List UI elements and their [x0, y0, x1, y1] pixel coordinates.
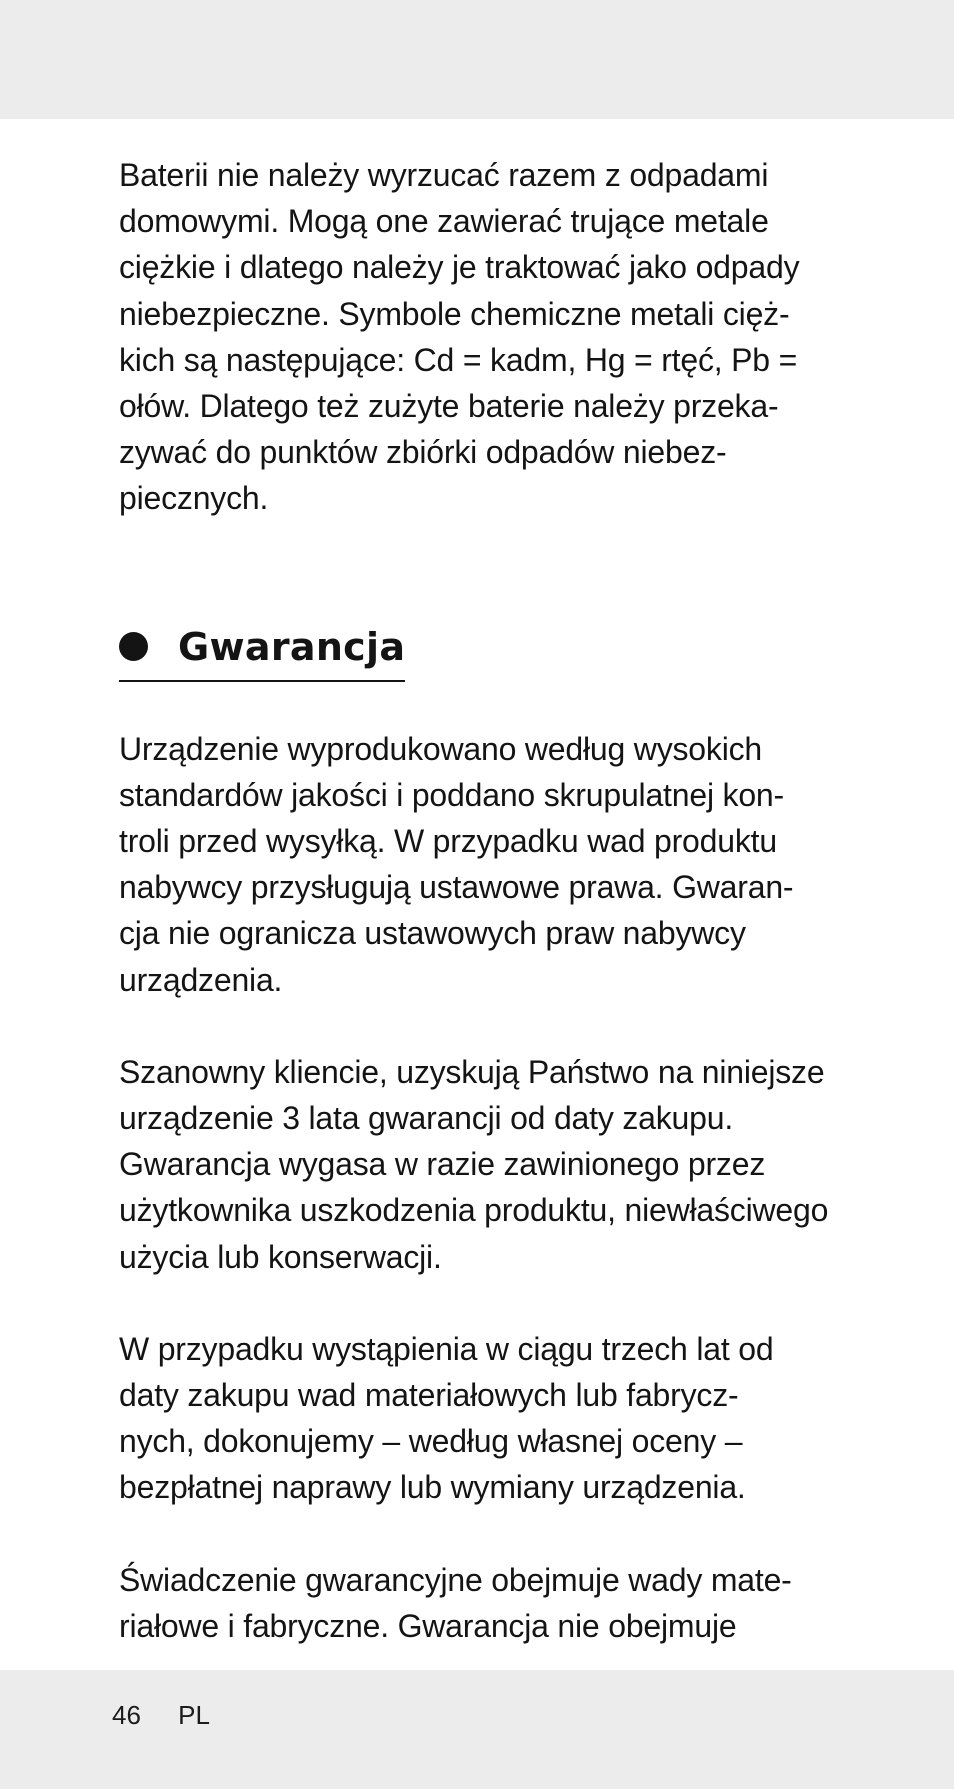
text-line: Urządzenie wyprodukowano według wysokich	[119, 730, 763, 767]
warranty-paragraph-2	[119, 1049, 849, 1280]
text-line: Szanowny kliencie, uzyskują Państwo na niniejsze	[119, 1053, 825, 1090]
text-line: daty zakupu wad materiałowych lub fabrycz-	[119, 1377, 739, 1414]
section-heading	[119, 618, 405, 682]
text-line: piecznych.	[119, 480, 269, 517]
text-line: standardów jakości i poddano skrupulatnej kon-	[119, 776, 784, 813]
page-footer	[112, 1700, 210, 1731]
language-code: PL	[178, 1700, 210, 1730]
text-line: domowymi. Mogą one zawierać trujące metale	[119, 203, 769, 240]
section-title: Gwarancja	[178, 624, 406, 669]
warranty-paragraph-1	[119, 726, 849, 1003]
text-line: riałowe i fabryczne. Gwarancja nie obejmuje	[119, 1607, 737, 1644]
text-line: ołów. Dlatego też zużyte baterie należy przeka-	[119, 388, 779, 425]
battery-disposal-paragraph	[119, 152, 849, 522]
text-line: ciężkie i dlatego należy je traktować jako odpady	[119, 249, 800, 286]
text-line: cja nie ogranicza ustawowych praw nabywcy	[119, 915, 746, 952]
text-line: Świadczenie gwarancyjne obejmuje wady mate-	[119, 1561, 792, 1598]
text-line: nych, dokonujemy – według własnej oceny –	[119, 1423, 743, 1460]
text-line: W przypadku wystąpienia w ciągu trzech lat od	[119, 1330, 774, 1367]
text-line: użytkownika uszkodzenia produktu, niewłaściwego	[119, 1192, 829, 1229]
warranty-paragraph-3	[119, 1326, 849, 1511]
text-line: urządzenia.	[119, 961, 283, 998]
text-line: urządzenie 3 lata gwarancji od daty zakupu.	[119, 1100, 734, 1137]
page-number: 46	[112, 1700, 141, 1730]
text-line: Baterii nie należy wyrzucać razem z odpadami	[119, 157, 769, 193]
text-line: kich są następujące: Cd = kadm, Hg = rtęć, Pb =	[119, 341, 798, 378]
text-line: nabywcy przysługują ustawowe prawa. Gwaran-	[119, 869, 794, 906]
top-margin-band	[0, 0, 954, 119]
warranty-paragraph-4	[119, 1557, 849, 1649]
page-content	[119, 152, 849, 1649]
text-line: niebezpieczne. Symbole chemiczne metali cięż-	[119, 295, 790, 332]
text-line: użycia lub konserwacji.	[119, 1238, 442, 1275]
text-line: troli przed wysyłką. W przypadku wad produktu	[119, 823, 777, 860]
bullet-dot-icon	[119, 632, 148, 661]
text-line: bezpłatnej naprawy lub wymiany urządzenia.	[119, 1469, 746, 1506]
text-line: Gwarancja wygasa w razie zawinionego przez	[119, 1146, 766, 1183]
text-line: zywać do punktów zbiórki odpadów niebez-	[119, 434, 727, 471]
